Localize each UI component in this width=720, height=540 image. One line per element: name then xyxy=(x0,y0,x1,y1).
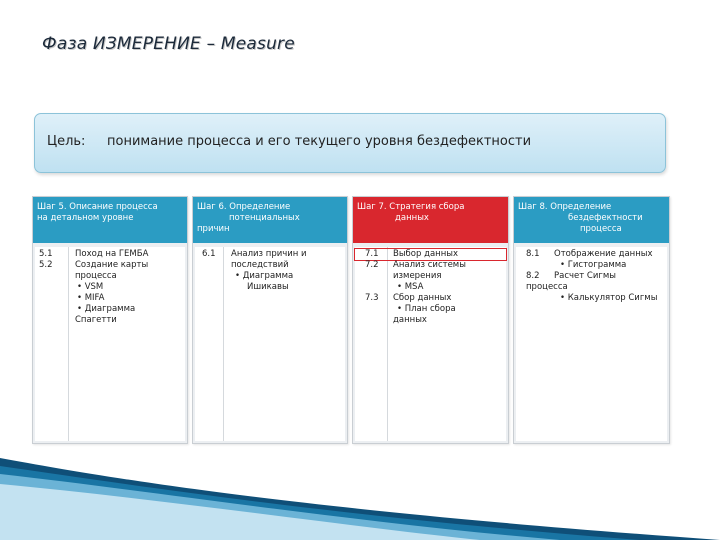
list-item-highlighted: 7.1 Выбор данных xyxy=(355,249,506,260)
step-7-body: 7.1 Выбор данных 7.2 Анализ системы измерения • MSA 7.3 Сбор данных • План сбора данных xyxy=(355,247,506,441)
step-6-column xyxy=(192,196,348,444)
step-8-header-line-2: бездефектности xyxy=(568,213,643,223)
step-5-divider xyxy=(68,247,69,441)
step-6-header-line-3: причин xyxy=(197,224,230,234)
step-6-body: 6.1 Анализ причин и последствий • Диаграмма Ишикавы xyxy=(195,247,345,441)
step-7-header-line-2: данных xyxy=(395,213,429,223)
step-5-header xyxy=(33,197,187,243)
goal-label: Цель: xyxy=(47,134,86,149)
step-5-header-line-1: Шаг 5. Описание процесса xyxy=(37,202,158,212)
step-7-header-line-1: Шаг 7. Стратегия сбора xyxy=(357,202,465,212)
step-8-header xyxy=(514,197,669,243)
step-5-column xyxy=(32,196,188,444)
page-title: Фаза ИЗМЕРЕНИЕ – Measure xyxy=(42,34,295,54)
step-8-body: 8.1 Отображение данных • Гистограмма 8.2 Расчет Сигмы процесса • Калькулятор Сигмы xyxy=(516,247,667,441)
step-6-header-line-2: потенциальных xyxy=(229,213,300,223)
step-8-header-line-1: Шаг 8. Определение xyxy=(518,202,612,212)
step-7-column xyxy=(352,196,509,444)
step-8-header-line-3: процесса xyxy=(580,224,622,234)
step-7-divider xyxy=(387,247,388,441)
step-7-header xyxy=(353,197,508,243)
step-8-column xyxy=(513,196,670,444)
step-6-divider xyxy=(223,247,224,441)
goal-text: понимание процесса и его текущего уровня бездефектности xyxy=(107,134,532,149)
decorative-swoosh xyxy=(0,440,720,540)
step-6-header xyxy=(193,197,347,243)
step-6-header-line-1: Шаг 6. Определение xyxy=(197,202,291,212)
step-5-header-line-2: на детальном уровне xyxy=(37,213,134,223)
step-5-body: 5.1 Поход на ГЕМБА 5.2 Создание карты процесса • VSM • MIFA • Диаграмма Спагетти xyxy=(35,247,185,441)
goal-box xyxy=(34,113,666,173)
